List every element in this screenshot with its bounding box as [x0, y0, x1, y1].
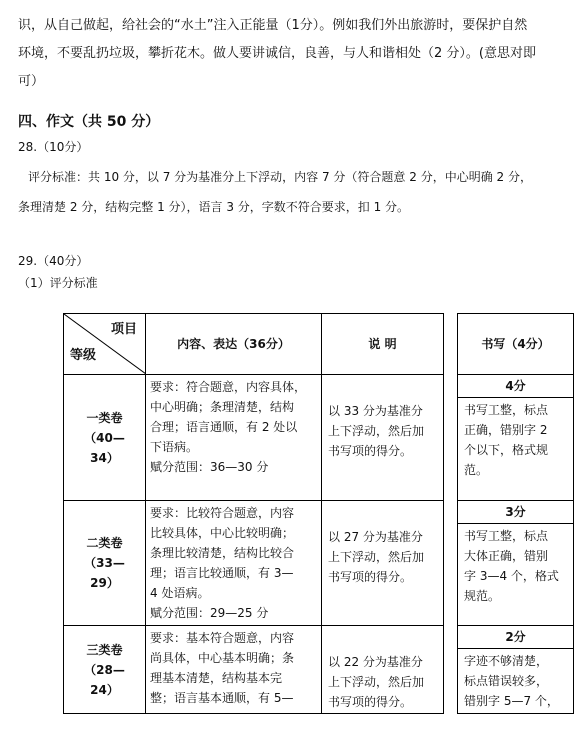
explain-cell — [322, 375, 444, 501]
content-line: 条理比较清楚，结构比较合 — [150, 546, 295, 560]
level-cell — [64, 626, 146, 714]
explain-cell — [322, 501, 444, 626]
content-cell — [146, 501, 322, 626]
content-line: 要求：比较符合题意，内容 — [150, 506, 295, 520]
writing-line: 错别字 5—7 个， — [464, 694, 559, 708]
explain-line: 以 27 分为基准分 — [328, 530, 423, 544]
writing-line: 字 3—4 个，格式 — [464, 569, 559, 583]
level-range: （28— — [84, 662, 125, 677]
level-range: （33— — [84, 556, 125, 570]
writing-cell — [458, 501, 574, 626]
writing-line: 正确，错别字 2 — [464, 423, 548, 437]
header-content: 内容、表达（36分） — [146, 314, 322, 375]
gap-cell — [444, 626, 458, 714]
writing-line: 书写工整，标点 — [464, 403, 549, 417]
writing-score: 2分 — [458, 626, 573, 649]
table-row — [64, 626, 574, 714]
writing-desc — [458, 524, 573, 608]
content-line: 尚具体，中心基本明确；条 — [150, 651, 295, 665]
writing-cell — [458, 375, 574, 501]
content-line: 中心明确；条理清楚，结构 — [150, 400, 295, 414]
header-writing: 书写（4分） — [458, 314, 574, 375]
explain-line: 上下浮动，然后加 — [328, 675, 425, 689]
q28-criteria-line-1: 评分标准：共 10 分，以 7 分为基准分上下浮动，内容 7 分（符合题意 2 分，中心明确 2 分， — [28, 170, 532, 184]
content-line: 4 处语病。 — [150, 586, 210, 600]
corner-bottom-label: 等级 — [70, 348, 97, 363]
content-cell — [146, 626, 322, 714]
explain-line: 上下浮动，然后加 — [328, 424, 425, 438]
intro-line-2: 环境，不要乱扔垃圾，攀折花木。做人要讲诚信，良善，与人和谐相处（2 分）。(意思对即 — [18, 46, 536, 61]
section-title: 四、作文（共 50 分） — [18, 114, 160, 130]
writing-line: 大体正确，错别 — [464, 549, 549, 563]
writing-line: 字迹不够清楚， — [464, 654, 549, 668]
table-header-row — [64, 314, 574, 375]
writing-line: 书写工整，标点 — [464, 529, 549, 543]
level-range: 29） — [90, 576, 119, 590]
corner-top-label: 项目 — [110, 322, 137, 337]
gap-cell — [444, 501, 458, 626]
gap-cell — [444, 375, 458, 501]
writing-line: 个以下，格式规 — [464, 443, 549, 457]
scoring-table — [63, 313, 574, 714]
content-line: 赋分范围：36—30 分 — [150, 460, 269, 474]
writing-score: 4分 — [458, 375, 573, 398]
header-explain: 说 明 — [322, 314, 444, 375]
content-line: 要求：基本符合题意，内容 — [150, 631, 295, 645]
content-cell — [146, 375, 322, 501]
explain-line: 书写项的得分。 — [328, 444, 413, 458]
gap-cell — [444, 314, 458, 375]
level-range: 24） — [90, 682, 119, 697]
level-name: 三类卷 — [86, 642, 123, 657]
explain-line: 书写项的得分。 — [328, 695, 413, 709]
writing-line: 范。 — [464, 463, 489, 477]
explain-line: 以 33 分为基准分 — [328, 404, 423, 418]
q28-label: 28.（10分） — [18, 140, 89, 154]
level-cell — [64, 501, 146, 626]
explain-line: 以 22 分为基准分 — [328, 655, 423, 669]
q29-sub-label: （1）评分标准 — [18, 276, 98, 290]
content-line: 要求：符合题意，内容具体， — [150, 380, 307, 394]
level-range: （40— — [84, 430, 125, 445]
q29-label: 29.（40分） — [18, 254, 89, 268]
table-row — [64, 501, 574, 626]
content-line: 下语病。 — [150, 440, 199, 454]
explain-line: 上下浮动，然后加 — [328, 550, 425, 564]
q28-criteria-line-2: 条理清楚 2 分，结构完整 1 分），语言 3 分，字数不符合要求，扣 1 分。 — [18, 200, 410, 214]
writing-score: 3分 — [458, 501, 573, 524]
level-name: 二类卷 — [86, 536, 123, 550]
intro-line-3: 可） — [18, 74, 45, 89]
content-line: 比较具体，中心比较明确； — [150, 526, 295, 540]
table-row — [64, 375, 574, 501]
writing-cell — [458, 626, 574, 714]
content-line: 合理；语言通顺，有 2 处以 — [150, 420, 298, 434]
content-line: 理；语言比较通顺，有 3— — [150, 566, 294, 580]
content-line: 整；语言基本通顺，有 5— — [150, 691, 294, 705]
writing-line: 标点错误较多， — [464, 674, 549, 688]
explain-cell — [322, 626, 444, 714]
content-line: 理基本清楚，结构基本完 — [150, 671, 283, 685]
writing-desc — [458, 649, 573, 713]
writing-line: 规范。 — [464, 589, 501, 603]
corner-cell — [64, 314, 146, 375]
writing-desc — [458, 398, 573, 482]
level-name: 一类卷 — [86, 410, 123, 425]
level-cell — [64, 375, 146, 501]
intro-line-1: 识，从自己做起，给社会的“水土”注入正能量（1分）。例如我们外出旅游时，要保护自然 — [18, 18, 528, 33]
level-range: 34） — [90, 450, 119, 465]
content-line: 赋分范围：29—25 分 — [150, 606, 269, 620]
explain-line: 书写项的得分。 — [328, 570, 413, 584]
